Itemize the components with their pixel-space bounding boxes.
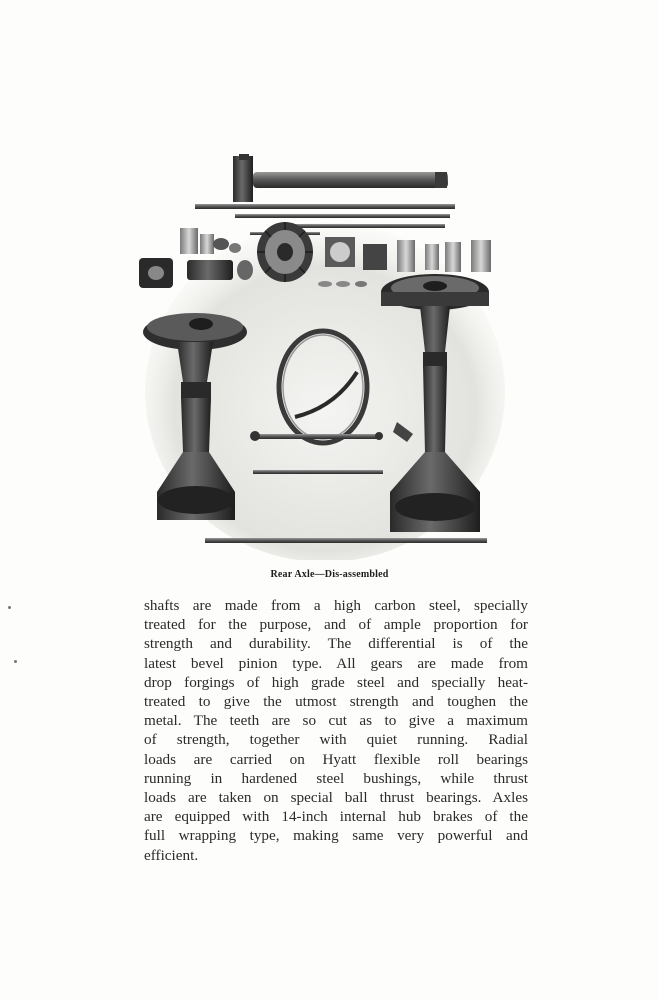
text-line: efficient. xyxy=(144,846,199,864)
text-line: metal. The teeth are so cut as to give a maximum xyxy=(144,712,528,730)
text-line: treated for the purpose, and of ample proportion for xyxy=(144,616,528,634)
text-line: running in hardened steel bushings, while thrust xyxy=(144,769,528,787)
text-line: of strength, together with quiet running. Radial xyxy=(144,731,528,749)
margin-speck xyxy=(8,606,11,609)
text-line: treated to give the utmost strength and toughen the xyxy=(144,693,528,711)
text-line: drop forgings of high grade steel and specially heat- xyxy=(144,673,528,691)
text-line: latest bevel pinion type. All gears are made from xyxy=(144,654,528,672)
rear-axle-illustration xyxy=(135,152,515,560)
body-paragraph xyxy=(144,596,528,865)
margin-speck xyxy=(14,660,17,663)
text-line: are equipped with 14-inch internal hub brakes of the xyxy=(144,808,528,826)
text-line: loads are carried on Hyatt flexible roll bearings xyxy=(144,750,528,768)
text-line: strength and durability. The differential is of the xyxy=(144,635,528,653)
text-line: shafts are made from a high carbon steel, specially xyxy=(144,597,528,614)
figure-caption: Rear Axle—Dis-assembled xyxy=(270,569,389,580)
rear-axle-engraving xyxy=(135,152,515,560)
text-line: loads are taken on special ball thrust bearings. Axles xyxy=(144,789,528,807)
text-line: full wrapping type, making same very powerful and xyxy=(144,827,528,845)
